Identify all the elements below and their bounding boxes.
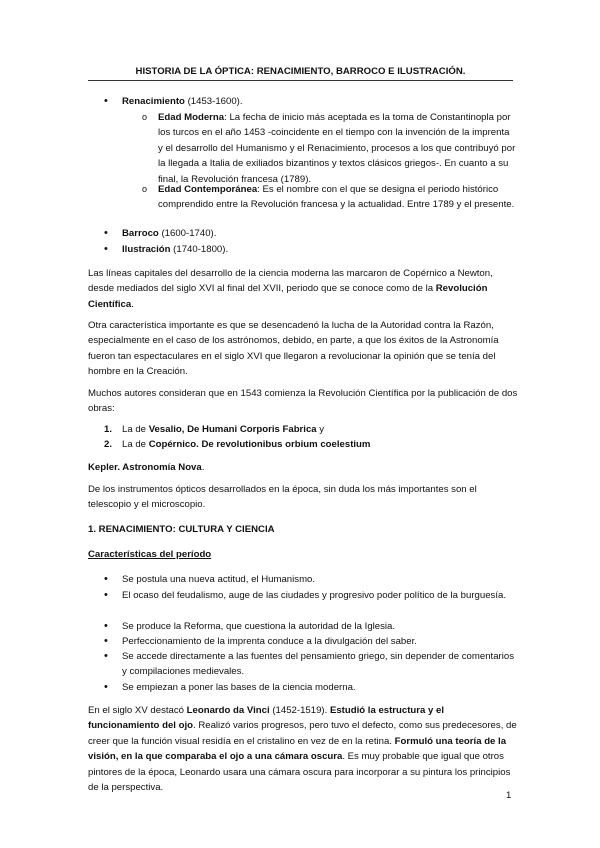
leonardo-t1: En el siglo XV destacó <box>88 705 187 716</box>
paragraph-revolucion <box>88 266 518 312</box>
work-bold: Copérnico. De revolutionibus orbium coelestium <box>148 439 371 450</box>
bullet-icon: • <box>104 681 108 693</box>
leonardo-b3: Formuló una teoría de la visión, en la que comparaba el ojo a una cámara oscura <box>88 735 507 763</box>
paragraph-1543: Muchos autores consideran que en 1543 comienza la Revolución Científica por la publicación de dos obras: <box>88 388 518 415</box>
subperiod-label: Edad Contemporánea <box>158 184 258 195</box>
paragraph-end: . <box>131 298 134 310</box>
page-number: 1 <box>506 790 512 801</box>
period-label: Renacimiento <box>122 96 185 107</box>
feature-item: El ocaso del feudalismo, auge de las ciudades y progresivo poder político de la burguesía. <box>122 590 506 601</box>
work-pre: La de <box>122 439 149 450</box>
bullet-icon: • <box>104 635 108 647</box>
work-item-copernico <box>122 437 518 452</box>
paragraph-instrumentos: De los instrumentos ópticos desarrollados en la época, sin duda los más importantes son el telescopio y el microscopio. <box>88 484 477 511</box>
leonardo-t3: . Realizó varios progresos, pero tuvo el defecto, como sus predecesores, de creer que la función visual residía en el cristalino en vez de en la retina. <box>88 720 517 747</box>
paragraph-kepler <box>88 460 518 475</box>
paragraph-autoridad: Otra característica importante es que se desencadenó la lucha de la Autoridad contra la Razón, especialmente en el caso de los astrónomos, debido, en parte, a que los éxitos de la Astronomía fueron tan espectaculares en el siglo XVI que llegaron a revolucionar la opinión que se tenía del hombre en la Creación. <box>88 320 499 378</box>
leonardo-b1: Leonardo da Vinci <box>186 705 270 716</box>
bullet-icon: • <box>104 227 108 239</box>
period-ilustracion <box>122 242 518 257</box>
period-label: Barroco <box>122 228 159 239</box>
feature-item: Perfeccionamiento de la imprenta conduce a la divulgación del saber. <box>122 636 417 647</box>
paragraph-bold: Revolución Científica <box>88 283 488 310</box>
period-range: (1453-1600). <box>184 96 243 107</box>
subperiod-edad-contemporanea <box>158 182 516 213</box>
subperiod-text: : La fecha de inicio más aceptada es la toma de Constantinopla por los turcos en el año 1453 -coincidente en el tiempo con la invención de la imprenta y el desarrollo del Humanismo y el Renacimiento, procesos a los que contribuyó por la llegada a Italia de exiliados bizantinos y textos clásicos griegos-. En cuanto a su final, la Revolución francesa (1789). <box>158 112 516 185</box>
work-item-vesalio <box>122 422 518 437</box>
bullet-icon: • <box>104 573 108 585</box>
bullet-icon: • <box>104 243 108 255</box>
paragraph-leonardo <box>88 703 518 795</box>
leonardo-t4: . Es muy probable que igual que otros pintores de la época, Leonardo usara una cámara oscura para incorporar a su pintura los principios de la perspectiva. <box>88 751 511 794</box>
subheading: Características del período <box>88 549 212 560</box>
leonardo-b2: Estudió la estructura y el funcionamiento del ojo <box>88 705 445 732</box>
work-post: y <box>316 424 325 435</box>
leonardo-t2: (1452-1519). <box>269 705 330 716</box>
bullet-icon: • <box>104 95 108 107</box>
feature-item: Se empiezan a poner las bases de la ciencia moderna. <box>122 682 356 693</box>
subperiod-edad-moderna <box>158 110 516 187</box>
list-number: 2. <box>104 439 113 450</box>
circle-bullet-icon: o <box>142 112 148 122</box>
subperiod-label: Edad Moderna <box>158 112 225 123</box>
period-range: (1600-1740). <box>158 228 217 239</box>
period-barroco <box>122 226 518 241</box>
period-range: (1740-1800). <box>170 244 229 255</box>
bullet-icon: • <box>104 620 108 632</box>
bullet-icon: • <box>104 589 108 601</box>
document-title: HISTORIA DE LA ÓPTICA: RENACIMIENTO, BARROCO E ILUSTRACIÓN. <box>88 66 513 81</box>
bullet-icon: • <box>104 650 108 662</box>
period-label: Ilustración <box>122 244 171 255</box>
list-number: 1. <box>104 424 113 435</box>
paragraph-text: Las líneas capitales del desarrollo de la ciencia moderna las marcaron de Copérnico a Newton, desde mediados del siglo XVI al final del XVII, periodo que se conoce como de la <box>88 268 493 295</box>
work-bold: Vesalio, De Humani Corporis Fabrica <box>148 424 317 435</box>
section-heading: 1. RENACIMIENTO: CULTURA Y CIENCIA <box>88 524 275 535</box>
work-pre: La de <box>122 424 149 435</box>
circle-bullet-icon: o <box>142 184 148 194</box>
subperiod-text: : Es el nombre con el que se designa el periodo histórico comprendido entre la Revolución francesa y la actualidad. Entre 1789 y el presente. <box>158 184 515 211</box>
feature-item: Se postula una nueva actitud, el Humanismo. <box>122 574 316 585</box>
feature-item: Se produce la Reforma, que cuestiona la autoridad de la Iglesia. <box>122 621 396 632</box>
feature-item: Se accede directamente a las fuentes del pensamiento griego, sin depender de comentarios y compilaciones medievales. <box>122 651 514 678</box>
kepler-bold: Kepler. Astronomía Nova <box>88 462 202 473</box>
kepler-end: . <box>201 462 205 473</box>
period-renacimiento <box>122 94 518 109</box>
